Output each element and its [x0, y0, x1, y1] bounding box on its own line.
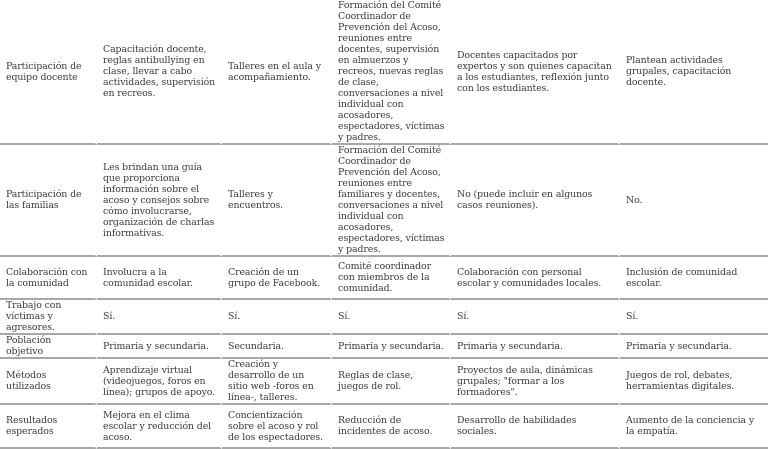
table-cell: Docentes capacitados por expertos y son quienes capacitan a los estudiantes, reflexión junto con los estudiantes. — [451, 0, 620, 145]
table-cell: Colaboración con personal escolar y comunidades locales. — [451, 257, 620, 300]
table-cell: Reducción de incidentes de acoso. — [332, 405, 451, 449]
table-cell: Primaria y secundaria. — [451, 335, 620, 359]
table-cell: Plantean actividades grupales, capacitación docente. — [620, 0, 768, 145]
table-cell: Creación de un grupo de Facebook. — [222, 257, 332, 300]
table-cell: Sí. — [332, 300, 451, 335]
row-label: Resultados esperados — [0, 405, 97, 449]
row-label: Colaboración con la comunidad — [0, 257, 97, 300]
table-cell: Aumento de la conciencia y la empatía. — [620, 405, 768, 449]
table-cell: Talleres y encuentros. — [222, 145, 332, 257]
table-row-comunidad — [0, 257, 768, 300]
table-cell: Proyectos de aula, dinámicas grupales; "formar a los formadores". — [451, 359, 620, 405]
table-row-metodos — [0, 359, 768, 405]
table-cell: Desarrollo de habilidades sociales. — [451, 405, 620, 449]
table-cell: No. — [620, 145, 768, 257]
table-cell: Formación del Comité Coordinador de Prevención del Acoso, reuniones entre docentes, supervisión en almuerzos y recreos, nuevas reglas de clase, conversaciones a nivel individual con acosadores, espectadores, víctimas y padres. — [332, 0, 451, 145]
table-row-poblacion — [0, 335, 768, 359]
table-cell: Creación y desarrollo de un sitio web -foros en línea-, talleres. — [222, 359, 332, 405]
table-cell: Primaria y secundaria. — [620, 335, 768, 359]
table-cell: No (puede incluir en algunos casos reuniones). — [451, 145, 620, 257]
table-cell: Juegos de rol, debates, herramientas digitales. — [620, 359, 768, 405]
table-cell: Talleres en el aula y acompañamiento. — [222, 0, 332, 145]
table-cell: Reglas de clase, juegos de rol. — [332, 359, 451, 405]
table-cell: Involucra a la comunidad escolar. — [97, 257, 222, 300]
table-row-equipo-docente — [0, 0, 768, 145]
table-row-familias — [0, 145, 768, 257]
table-cell: Formación del Comité Coordinador de Prevención del Acoso, reuniones entre familiares y docentes, conversaciones a nivel individual con acosadores, espectadores, víctimas y padres. — [332, 145, 451, 257]
table-cell: Sí. — [97, 300, 222, 335]
table-cell: Concientización sobre el acoso y rol de los espectadores. — [222, 405, 332, 449]
row-label: Métodos utilizados — [0, 359, 97, 405]
table-cell: Sí. — [222, 300, 332, 335]
table-cell: Mejora en el clima escolar y reducción del acoso. — [97, 405, 222, 449]
table-cell: Sí. — [620, 300, 768, 335]
table-cell: Comité coordinador con miembros de la comunidad. — [332, 257, 451, 300]
table-row-resultados — [0, 405, 768, 449]
table-row-victimas-agresores — [0, 300, 768, 335]
table-cell: Primaria y secundaria. — [332, 335, 451, 359]
row-label: Participación de las familias — [0, 145, 97, 257]
table-cell: Primaria y secundaria. — [97, 335, 222, 359]
table-cell: Sí. — [451, 300, 620, 335]
table-cell: Les brindan una guía que proporciona información sobre el acoso y consejos sobre cómo involucrarse, organización de charlas informativas. — [97, 145, 222, 257]
table-cell: Aprendizaje virtual (videojuegos, foros en línea); grupos de apoyo. — [97, 359, 222, 405]
table-cell: Secundaria. — [222, 335, 332, 359]
row-label: Participación de equipo docente — [0, 0, 97, 145]
table-cell: Inclusión de comunidad escolar. — [620, 257, 768, 300]
row-label: Trabajo con víctimas y agresores. — [0, 300, 97, 335]
row-label: Población objetivo — [0, 335, 97, 359]
table-cell: Capacitación docente, reglas antibullying en clase, llevar a cabo actividades, supervisión en recreos. — [97, 0, 222, 145]
